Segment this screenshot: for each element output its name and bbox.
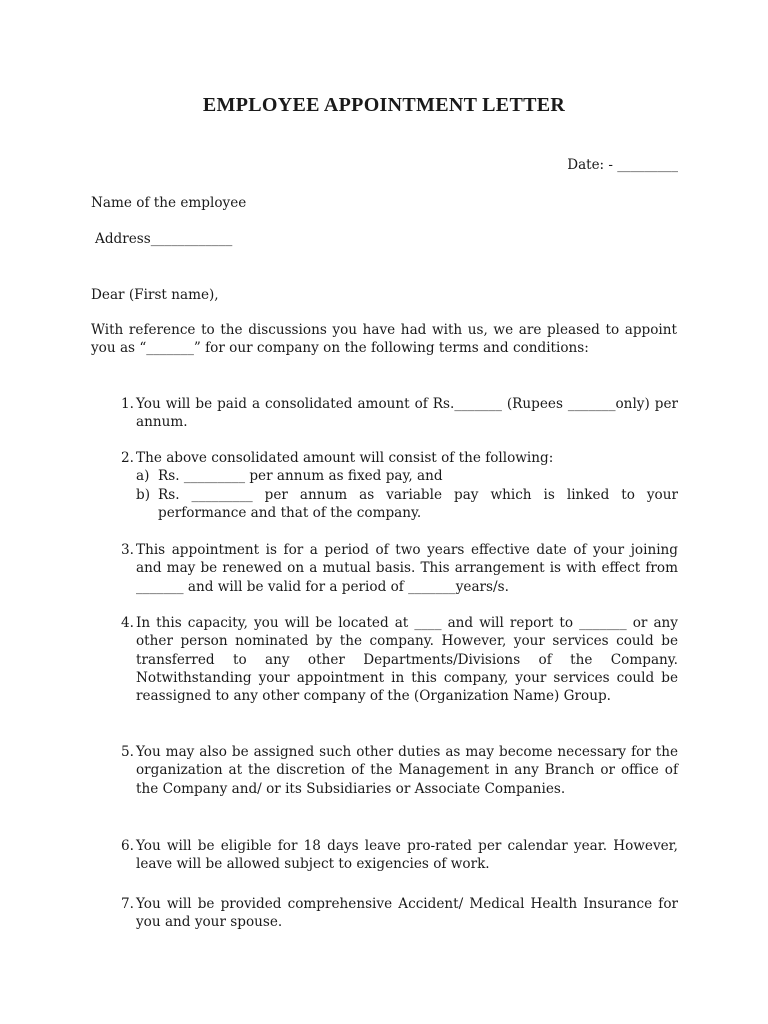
sub-item-label: a) — [136, 468, 150, 485]
list-item-number: 5. — [121, 744, 134, 760]
list-item-number: 3. — [121, 542, 134, 558]
list-item-number: 1. — [121, 396, 134, 412]
address-line: Address____________ — [95, 231, 233, 247]
list-item-number: 6. — [121, 838, 134, 854]
salutation: Dear (First name), — [91, 287, 219, 303]
sub-item-text: Rs. _________ per annum as variable pay which is linked to your performance and that of the company. — [158, 486, 678, 521]
list-item-number: 4. — [121, 615, 134, 631]
list-item — [112, 837, 678, 874]
list-item-text: This appointment is for a period of two years effective date of your joining and may be renewed on a mutual basis. This arrangement is with effect from _______ and will be valid for a period of _______years/s. — [136, 542, 678, 595]
list-item-text: You will be provided comprehensive Accident/ Medical Health Insurance for you and your spouse. — [136, 896, 678, 931]
letter-title: EMPLOYEE APPOINTMENT LETTER — [202, 94, 566, 116]
list-item — [112, 541, 678, 596]
list-item-text: You may also be assigned such other duties as may become necessary for the organization at the discretion of the Management in any Branch or office of the Company and/ or its Subsidiaries or Associate Companies. — [136, 744, 678, 797]
date-line: Date: - _________ — [567, 157, 678, 173]
sub-item-text: Rs. _________ per annum as fixed pay, and — [158, 468, 443, 485]
list-item — [112, 395, 678, 432]
intro-paragraph: With reference to the discussions you have had with us, we are pleased to appoint you as “_______” for our company on the following terms and conditions: — [91, 322, 677, 357]
list-item-number: 7. — [121, 896, 134, 912]
list-item — [112, 614, 678, 705]
list-item-text: In this capacity, you will be located at ____ and will report to _______ or any other person nominated by the company. However, your services could be transferred to any other Departments/Divisions of the Company. Notwithstanding your appointment in this company, your services could be reassigned to any other company of the (Organization Name) Group. — [136, 615, 678, 705]
list-item-text: You will be paid a consolidated amount of Rs._______ (Rupees _______only) per annum. — [136, 396, 678, 431]
sub-item — [136, 467, 678, 485]
list-item — [112, 743, 678, 798]
list-item — [112, 895, 678, 932]
list-item — [112, 449, 678, 522]
employee-name-line: Name of the employee — [91, 195, 247, 211]
sub-item — [136, 486, 678, 523]
list-item-number: 2. — [121, 450, 134, 466]
list-item-text: The above consolidated amount will consist of the following: — [136, 450, 554, 466]
sub-item-label: b) — [136, 486, 151, 503]
list-item-text: You will be eligible for 18 days leave pro-rated per calendar year. However, leave will be allowed subject to exigencies of work. — [136, 838, 678, 873]
